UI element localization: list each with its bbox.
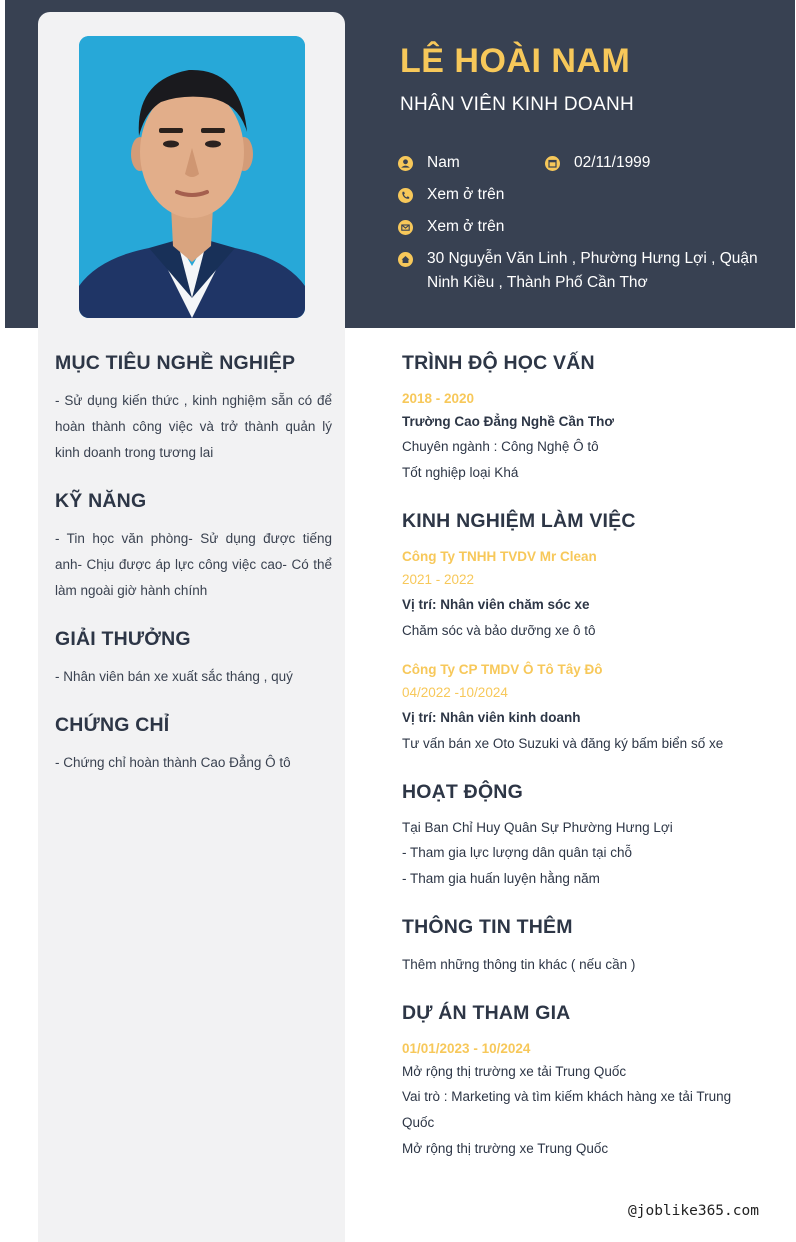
projects-title: DỰ ÁN THAM GIA [402,1002,571,1024]
email-text: Xem ở trên [427,218,505,235]
awards-title: GIẢI THƯỞNG [55,628,191,650]
home-icon [398,252,413,267]
phone-text: Xem ở trên [427,186,505,203]
skills-title: KỸ NĂNG [55,490,147,512]
objective-text: - Sử dụng kiến thức , kinh nghiệm sẵn có để hoàn thành công việc và trở thành quản lý kinh doanh trong tương lai [55,393,332,460]
phone-icon [398,188,413,203]
education-period: 2018 - 2020 [402,391,475,406]
user-icon [398,156,413,171]
activity-line-3: - Tham gia huấn luyện hằng năm [402,871,600,886]
education-school: Trường Cao Đẳng Nghề Cần Thơ [402,414,614,429]
job-2-desc: Tư vấn bán xe Oto Suzuki và đăng ký bấm biển số xe [402,736,724,751]
project-name: Mở rộng thị trường xe tải Trung Quốc [402,1064,627,1079]
more-info-title: THÔNG TIN THÊM [402,916,573,938]
project-role-line-1: Vai trò : Marketing và tìm kiếm khách hàng xe tải Trung [402,1089,732,1104]
job-1-desc: Chăm sóc và bảo dưỡng xe ô tô [402,623,596,638]
mail-icon [398,220,413,235]
address-text [427,247,767,295]
job-2-company: Công Ty CP TMDV Ô Tô Tây Đô [402,662,603,677]
more-info-text: Thêm những thông tin khác ( nếu cần ) [402,957,636,972]
gender-text: Nam [427,154,460,171]
project-desc: Mở rộng thị trường xe Trung Quốc [402,1141,609,1156]
job-1-role: Vị trí: Nhân viên chăm sóc xe [402,597,590,612]
activity-line-2: - Tham gia lực lượng dân quân tại chỗ [402,845,633,860]
job-2-role: Vị trí: Nhân viên kinh doanh [402,710,581,725]
profile-photo [79,36,305,318]
job-1-company: Công Ty TNHH TVDV Mr Clean [402,549,597,564]
job-2-period: 04/2022 -10/2024 [402,685,508,700]
job-title: NHÂN VIÊN KINH DOANH [400,94,635,115]
certs-title: CHỨNG CHỈ [55,714,170,736]
candidate-name: LÊ HOÀI NAM [400,42,631,80]
experience-title: KINH NGHIỆM LÀM VIỆC [402,510,636,532]
education-grade: Tốt nghiệp loại Khá [402,465,519,480]
address-line-1: 30 Nguyễn Văn Linh , Phường Hưng Lợi , Quận [427,250,758,267]
birthday-text: 02/11/1999 [574,154,651,171]
education-major: Chuyên ngành : Công Nghệ Ô tô [402,439,599,454]
calendar-icon [545,156,560,171]
project-role-line-2: Quốc [402,1115,435,1130]
awards-text: - Nhân viên bán xe xuất sắc tháng , quý [55,669,293,684]
skills-text: - Tin học văn phòng- Sử dụng được tiếng anh- Chịu được áp lực công việc cao- Có thể làm ngoài giờ hành chính [55,531,332,598]
education-title: TRÌNH ĐỘ HỌC VẤN [402,352,595,374]
objective-title: MỤC TIÊU NGHỀ NGHIỆP [55,352,296,374]
job-1-period: 2021 - 2022 [402,572,475,587]
watermark: @joblike365.com [628,1203,759,1219]
activities-title: HOẠT ĐỘNG [402,781,523,803]
portrait-illustration [79,36,305,318]
project-period: 01/01/2023 - 10/2024 [402,1041,531,1056]
address-line-2: Ninh Kiều , Thành Phố Cần Thơ [427,274,648,291]
activity-line-1: Tại Ban Chỉ Huy Quân Sự Phường Hưng Lợi [402,820,673,835]
certs-text: - Chứng chỉ hoàn thành Cao Đẳng Ô tô [55,755,291,770]
